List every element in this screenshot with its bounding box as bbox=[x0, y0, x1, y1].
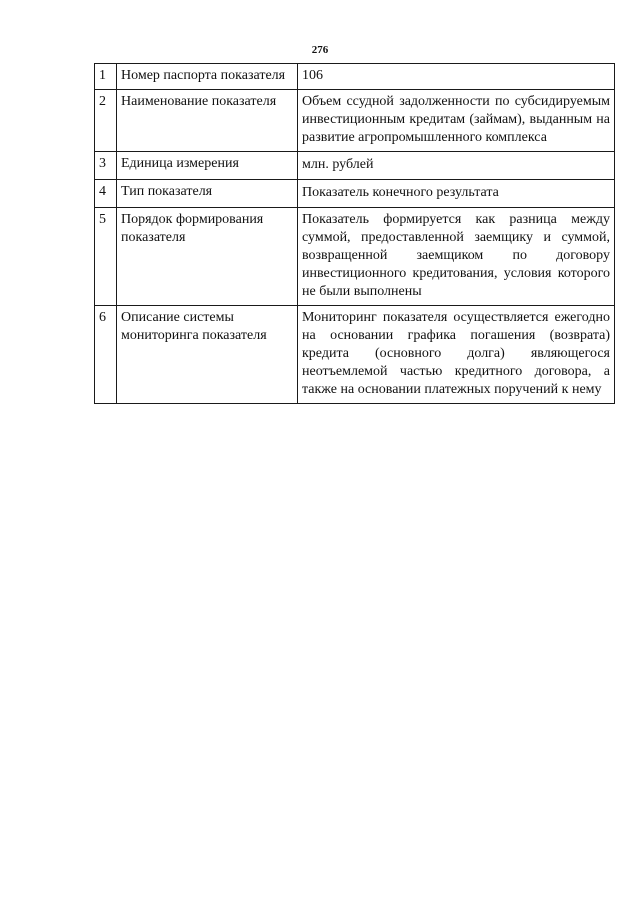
table-row bbox=[95, 180, 615, 208]
row-label: Тип показателя bbox=[117, 180, 298, 208]
table-row bbox=[95, 90, 615, 152]
row-number: 2 bbox=[95, 90, 117, 152]
row-label: Наименование показателя bbox=[117, 90, 298, 152]
row-number: 3 bbox=[95, 152, 117, 180]
row-value: Объем ссудной задолженности по субсидируемым инвестиционным кредитам (займам), выданным на развитие агропромышленного комплекса bbox=[298, 90, 615, 152]
row-value: Показатель формируется как разница между суммой, предоставленной заемщику и суммой, возвращенной заемщиком по договору инвестиционного кредитования, условия которого не были выполнены bbox=[298, 208, 615, 306]
row-value: Мониторинг показателя осуществляется ежегодно на основании графика погашения (возврата) кредита (основного долга) являющегося неотъемлемой частью кредитного договора, а также на основании платежных поручений к нему bbox=[298, 306, 615, 404]
row-number: 4 bbox=[95, 180, 117, 208]
table-row bbox=[95, 306, 615, 404]
row-value: 106 bbox=[298, 64, 615, 90]
row-number: 5 bbox=[95, 208, 117, 306]
row-label: Единица измерения bbox=[117, 152, 298, 180]
row-label: Описание системы мониторинга показателя bbox=[117, 306, 298, 404]
table-row bbox=[95, 64, 615, 90]
row-number: 1 bbox=[95, 64, 117, 90]
row-value: млн. рублей bbox=[298, 152, 615, 180]
table-row bbox=[95, 208, 615, 306]
table-row bbox=[95, 152, 615, 180]
row-label: Номер паспорта показателя bbox=[117, 64, 298, 90]
indicator-passport-table bbox=[94, 63, 615, 404]
page-number: 276 bbox=[311, 44, 329, 56]
row-label: Порядок формирования показателя bbox=[117, 208, 298, 306]
row-number: 6 bbox=[95, 306, 117, 404]
row-value: Показатель конечного результата bbox=[298, 180, 615, 208]
